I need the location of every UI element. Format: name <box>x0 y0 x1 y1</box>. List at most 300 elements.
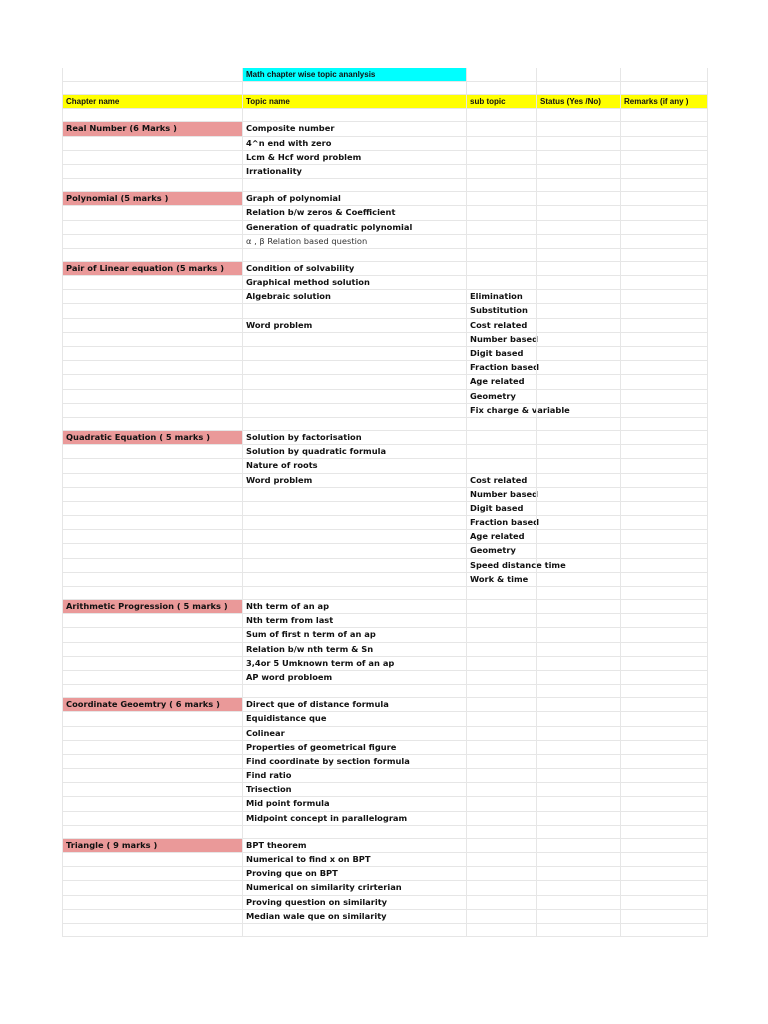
topic-name[interactable] <box>242 488 466 501</box>
cell[interactable] <box>62 488 242 501</box>
topic-name[interactable]: Find coordinate by section formula <box>242 755 466 768</box>
cell[interactable] <box>466 826 536 838</box>
cell[interactable] <box>620 685 708 697</box>
status-cell[interactable] <box>536 474 620 487</box>
cell[interactable] <box>62 165 242 178</box>
cell[interactable] <box>242 179 466 191</box>
cell[interactable] <box>62 657 242 670</box>
cell[interactable] <box>620 418 708 430</box>
topic-name[interactable] <box>242 530 466 543</box>
cell[interactable] <box>62 276 242 289</box>
cell[interactable] <box>62 867 242 880</box>
sub-topic[interactable] <box>466 643 536 656</box>
sub-topic[interactable] <box>466 262 536 275</box>
topic-name[interactable]: Direct que of distance formula <box>242 698 466 711</box>
remarks-cell[interactable] <box>620 474 708 487</box>
status-cell[interactable] <box>536 347 620 360</box>
sub-topic[interactable]: Cost related <box>466 319 536 332</box>
status-cell[interactable] <box>536 614 620 627</box>
sub-topic[interactable] <box>466 431 536 444</box>
topic-name[interactable] <box>242 502 466 515</box>
sub-topic[interactable] <box>466 671 536 684</box>
cell[interactable] <box>62 333 242 346</box>
cell[interactable] <box>620 249 708 261</box>
cell[interactable] <box>620 179 708 191</box>
sub-topic[interactable]: Number based <box>466 333 536 346</box>
cell[interactable] <box>62 235 242 248</box>
status-cell[interactable] <box>536 333 620 346</box>
cell[interactable] <box>466 249 536 261</box>
status-cell[interactable] <box>536 797 620 810</box>
chapter-name[interactable]: Real Number (6 Marks ) <box>62 122 242 135</box>
remarks-cell[interactable] <box>620 319 708 332</box>
sub-topic[interactable] <box>466 276 536 289</box>
topic-name[interactable]: Nth term from last <box>242 614 466 627</box>
sub-topic[interactable]: Fix charge & variable <box>466 404 536 417</box>
cell[interactable] <box>62 769 242 782</box>
remarks-cell[interactable] <box>620 544 708 557</box>
status-cell[interactable] <box>536 235 620 248</box>
cell[interactable] <box>620 109 708 121</box>
sub-topic[interactable] <box>466 600 536 613</box>
status-cell[interactable] <box>536 853 620 866</box>
sub-topic[interactable] <box>466 122 536 135</box>
cell[interactable] <box>242 249 466 261</box>
topic-name[interactable]: Proving que on BPT <box>242 867 466 880</box>
cell[interactable] <box>62 628 242 641</box>
topic-name[interactable]: Numerical on similarity crirterian <box>242 881 466 894</box>
topic-name[interactable]: Word problem <box>242 319 466 332</box>
topic-name[interactable]: Median wale que on similarity <box>242 910 466 923</box>
topic-name[interactable]: Nature of roots <box>242 459 466 472</box>
status-cell[interactable] <box>536 628 620 641</box>
cell[interactable] <box>62 614 242 627</box>
topic-name[interactable]: Numerical to find x on BPT <box>242 853 466 866</box>
remarks-cell[interactable] <box>620 769 708 782</box>
cell[interactable] <box>62 249 242 261</box>
cell[interactable] <box>62 151 242 164</box>
cell[interactable] <box>62 459 242 472</box>
sub-topic[interactable] <box>466 797 536 810</box>
status-cell[interactable] <box>536 431 620 444</box>
topic-name[interactable]: Algebraic solution <box>242 290 466 303</box>
topic-name[interactable]: Graph of polynomial <box>242 192 466 205</box>
sub-topic[interactable] <box>466 783 536 796</box>
remarks-cell[interactable] <box>620 431 708 444</box>
remarks-cell[interactable] <box>620 812 708 825</box>
status-cell[interactable] <box>536 165 620 178</box>
status-cell[interactable] <box>536 262 620 275</box>
cell[interactable] <box>242 587 466 599</box>
sub-topic[interactable] <box>466 896 536 909</box>
topic-name[interactable]: Sum of first n term of an ap <box>242 628 466 641</box>
sub-topic[interactable] <box>466 614 536 627</box>
cell[interactable] <box>536 109 620 121</box>
topic-name[interactable]: Nth term of an ap <box>242 600 466 613</box>
topic-name[interactable] <box>242 333 466 346</box>
remarks-cell[interactable] <box>620 122 708 135</box>
topic-name[interactable]: 3,4or 5 Umknown term of an ap <box>242 657 466 670</box>
sub-topic[interactable] <box>466 812 536 825</box>
sub-topic[interactable] <box>466 165 536 178</box>
cell[interactable] <box>62 390 242 403</box>
status-cell[interactable] <box>536 290 620 303</box>
topic-name[interactable]: Irrationality <box>242 165 466 178</box>
remarks-cell[interactable] <box>620 516 708 529</box>
cell[interactable] <box>62 544 242 557</box>
sub-topic[interactable]: Substitution <box>466 304 536 317</box>
topic-name[interactable]: Proving question on similarity <box>242 896 466 909</box>
status-cell[interactable] <box>536 276 620 289</box>
chapter-name[interactable]: Triangle ( 9 marks ) <box>62 839 242 852</box>
topic-name[interactable] <box>242 544 466 557</box>
cell[interactable] <box>466 179 536 191</box>
remarks-cell[interactable] <box>620 839 708 852</box>
sub-topic[interactable]: Geometry <box>466 544 536 557</box>
cell[interactable] <box>62 516 242 529</box>
chapter-name[interactable]: Coordinate Geoemtry ( 6 marks ) <box>62 698 242 711</box>
status-cell[interactable] <box>536 910 620 923</box>
sub-topic[interactable] <box>466 137 536 150</box>
status-cell[interactable] <box>536 304 620 317</box>
status-cell[interactable] <box>536 712 620 725</box>
status-cell[interactable] <box>536 151 620 164</box>
cell[interactable] <box>620 68 708 81</box>
sub-topic[interactable] <box>466 853 536 866</box>
sub-topic[interactable] <box>466 727 536 740</box>
cell[interactable] <box>62 741 242 754</box>
cell[interactable] <box>62 109 242 121</box>
remarks-cell[interactable] <box>620 628 708 641</box>
chapter-name[interactable]: Quadratic Equation ( 5 marks ) <box>62 431 242 444</box>
chapter-name[interactable]: Pair of Linear equation (5 marks ) <box>62 262 242 275</box>
cell[interactable] <box>62 797 242 810</box>
cell[interactable] <box>536 82 620 94</box>
cell[interactable] <box>466 418 536 430</box>
remarks-cell[interactable] <box>620 755 708 768</box>
sub-topic[interactable]: Age related <box>466 530 536 543</box>
sub-topic[interactable]: Cost related <box>466 474 536 487</box>
sub-topic[interactable] <box>466 657 536 670</box>
topic-name[interactable]: Composite number <box>242 122 466 135</box>
remarks-cell[interactable] <box>620 347 708 360</box>
remarks-cell[interactable] <box>620 712 708 725</box>
status-cell[interactable] <box>536 488 620 501</box>
remarks-cell[interactable] <box>620 502 708 515</box>
status-cell[interactable] <box>536 459 620 472</box>
status-cell[interactable] <box>536 643 620 656</box>
sub-topic[interactable] <box>466 445 536 458</box>
cell[interactable] <box>536 587 620 599</box>
status-cell[interactable] <box>536 404 620 417</box>
header-chapter-name[interactable]: Chapter name <box>62 95 242 108</box>
sub-topic[interactable]: Digit based <box>466 502 536 515</box>
topic-name[interactable]: Colinear <box>242 727 466 740</box>
remarks-cell[interactable] <box>620 896 708 909</box>
status-cell[interactable] <box>536 390 620 403</box>
status-cell[interactable] <box>536 727 620 740</box>
sub-topic[interactable] <box>466 698 536 711</box>
sub-topic[interactable] <box>466 206 536 219</box>
status-cell[interactable] <box>536 698 620 711</box>
status-cell[interactable] <box>536 221 620 234</box>
cell[interactable] <box>536 249 620 261</box>
cell[interactable] <box>466 587 536 599</box>
remarks-cell[interactable] <box>620 853 708 866</box>
header-status[interactable]: Status (Yes /No) <box>536 95 620 108</box>
status-cell[interactable] <box>536 559 620 572</box>
cell[interactable] <box>62 812 242 825</box>
cell[interactable] <box>62 671 242 684</box>
remarks-cell[interactable] <box>620 910 708 923</box>
remarks-cell[interactable] <box>620 137 708 150</box>
remarks-cell[interactable] <box>620 375 708 388</box>
header-remarks[interactable]: Remarks (if any ) <box>620 95 708 108</box>
topic-name[interactable]: Condition of solvability <box>242 262 466 275</box>
sub-topic[interactable] <box>466 712 536 725</box>
status-cell[interactable] <box>536 530 620 543</box>
cell[interactable] <box>62 137 242 150</box>
status-cell[interactable] <box>536 319 620 332</box>
cell[interactable] <box>242 82 466 94</box>
remarks-cell[interactable] <box>620 165 708 178</box>
topic-name[interactable]: Trisection <box>242 783 466 796</box>
remarks-cell[interactable] <box>620 727 708 740</box>
status-cell[interactable] <box>536 783 620 796</box>
status-cell[interactable] <box>536 867 620 880</box>
cell[interactable] <box>62 727 242 740</box>
remarks-cell[interactable] <box>620 459 708 472</box>
remarks-cell[interactable] <box>620 573 708 586</box>
remarks-cell[interactable] <box>620 390 708 403</box>
remarks-cell[interactable] <box>620 206 708 219</box>
topic-name[interactable] <box>242 390 466 403</box>
sub-topic[interactable]: Elimination <box>466 290 536 303</box>
cell[interactable] <box>620 587 708 599</box>
remarks-cell[interactable] <box>620 404 708 417</box>
status-cell[interactable] <box>536 741 620 754</box>
topic-name[interactable]: α , β Relation based question <box>242 235 466 248</box>
sub-topic[interactable] <box>466 755 536 768</box>
remarks-cell[interactable] <box>620 192 708 205</box>
status-cell[interactable] <box>536 516 620 529</box>
cell[interactable] <box>62 712 242 725</box>
sub-topic[interactable]: Geometry <box>466 390 536 403</box>
cell[interactable] <box>62 82 242 94</box>
sub-topic[interactable] <box>466 221 536 234</box>
cell[interactable] <box>62 375 242 388</box>
remarks-cell[interactable] <box>620 235 708 248</box>
cell[interactable] <box>62 474 242 487</box>
status-cell[interactable] <box>536 755 620 768</box>
cell[interactable] <box>62 304 242 317</box>
cell[interactable] <box>62 910 242 923</box>
cell[interactable] <box>62 587 242 599</box>
cell[interactable] <box>536 68 620 81</box>
cell[interactable] <box>62 826 242 838</box>
topic-name[interactable] <box>242 347 466 360</box>
remarks-cell[interactable] <box>620 783 708 796</box>
cell[interactable] <box>466 68 536 81</box>
topic-name[interactable]: Lcm & Hcf word problem <box>242 151 466 164</box>
cell[interactable] <box>62 573 242 586</box>
status-cell[interactable] <box>536 375 620 388</box>
topic-name[interactable] <box>242 573 466 586</box>
chapter-name[interactable]: Polynomial (5 marks ) <box>62 192 242 205</box>
status-cell[interactable] <box>536 671 620 684</box>
topic-name[interactable]: Generation of quadratic polynomial <box>242 221 466 234</box>
sub-topic[interactable]: Digit based <box>466 347 536 360</box>
remarks-cell[interactable] <box>620 530 708 543</box>
remarks-cell[interactable] <box>620 290 708 303</box>
status-cell[interactable] <box>536 769 620 782</box>
status-cell[interactable] <box>536 573 620 586</box>
remarks-cell[interactable] <box>620 151 708 164</box>
cell[interactable] <box>536 924 620 936</box>
remarks-cell[interactable] <box>620 304 708 317</box>
topic-name[interactable]: Word problem <box>242 474 466 487</box>
remarks-cell[interactable] <box>620 221 708 234</box>
cell[interactable] <box>620 826 708 838</box>
topic-name[interactable]: Relation b/w zeros & Coefficient <box>242 206 466 219</box>
sub-topic[interactable]: Work & time <box>466 573 536 586</box>
remarks-cell[interactable] <box>620 698 708 711</box>
remarks-cell[interactable] <box>620 657 708 670</box>
topic-name[interactable]: Solution by factorisation <box>242 431 466 444</box>
cell[interactable] <box>466 82 536 94</box>
status-cell[interactable] <box>536 600 620 613</box>
topic-name[interactable]: BPT theorem <box>242 839 466 852</box>
remarks-cell[interactable] <box>620 797 708 810</box>
remarks-cell[interactable] <box>620 867 708 880</box>
cell[interactable] <box>466 685 536 697</box>
topic-name[interactable] <box>242 559 466 572</box>
cell[interactable] <box>62 290 242 303</box>
cell[interactable] <box>62 685 242 697</box>
cell[interactable] <box>62 530 242 543</box>
cell[interactable] <box>242 924 466 936</box>
remarks-cell[interactable] <box>620 741 708 754</box>
status-cell[interactable] <box>536 839 620 852</box>
status-cell[interactable] <box>536 812 620 825</box>
remarks-cell[interactable] <box>620 881 708 894</box>
status-cell[interactable] <box>536 361 620 374</box>
cell[interactable] <box>62 783 242 796</box>
sub-topic[interactable] <box>466 151 536 164</box>
sub-topic[interactable] <box>466 741 536 754</box>
status-cell[interactable] <box>536 896 620 909</box>
topic-name[interactable] <box>242 516 466 529</box>
sub-topic[interactable]: Age related <box>466 375 536 388</box>
remarks-cell[interactable] <box>620 559 708 572</box>
remarks-cell[interactable] <box>620 262 708 275</box>
topic-name[interactable] <box>242 375 466 388</box>
topic-name[interactable] <box>242 404 466 417</box>
cell[interactable] <box>536 685 620 697</box>
cell[interactable] <box>62 559 242 572</box>
cell[interactable] <box>62 361 242 374</box>
cell[interactable] <box>62 179 242 191</box>
sub-topic[interactable] <box>466 769 536 782</box>
sub-topic[interactable] <box>466 459 536 472</box>
cell[interactable] <box>62 68 242 81</box>
sub-topic[interactable] <box>466 839 536 852</box>
cell[interactable] <box>242 109 466 121</box>
topic-name[interactable]: Graphical method solution <box>242 276 466 289</box>
cell[interactable] <box>62 643 242 656</box>
cell[interactable] <box>62 924 242 936</box>
sheet-title[interactable]: Math chapter wise topic ananlysis <box>242 68 466 81</box>
cell[interactable] <box>62 347 242 360</box>
sub-topic[interactable] <box>466 881 536 894</box>
cell[interactable] <box>62 755 242 768</box>
cell[interactable] <box>242 685 466 697</box>
status-cell[interactable] <box>536 502 620 515</box>
cell[interactable] <box>62 445 242 458</box>
topic-name[interactable]: 4^n end with zero <box>242 137 466 150</box>
sub-topic[interactable] <box>466 192 536 205</box>
chapter-name[interactable]: Arithmetic Progression ( 5 marks ) <box>62 600 242 613</box>
header-sub-topic[interactable]: sub topic <box>466 95 536 108</box>
cell[interactable] <box>620 82 708 94</box>
status-cell[interactable] <box>536 137 620 150</box>
status-cell[interactable] <box>536 122 620 135</box>
topic-name[interactable]: Relation b/w nth term & Sn <box>242 643 466 656</box>
cell[interactable] <box>536 179 620 191</box>
cell[interactable] <box>62 881 242 894</box>
remarks-cell[interactable] <box>620 361 708 374</box>
sub-topic[interactable] <box>466 235 536 248</box>
topic-name[interactable]: AP word probloem <box>242 671 466 684</box>
cell[interactable] <box>620 924 708 936</box>
status-cell[interactable] <box>536 657 620 670</box>
remarks-cell[interactable] <box>620 276 708 289</box>
topic-name[interactable] <box>242 361 466 374</box>
sub-topic[interactable]: Fraction based <box>466 516 536 529</box>
status-cell[interactable] <box>536 445 620 458</box>
sub-topic[interactable]: Number based <box>466 488 536 501</box>
sub-topic[interactable] <box>466 910 536 923</box>
topic-name[interactable]: Equidistance que <box>242 712 466 725</box>
cell[interactable] <box>62 404 242 417</box>
remarks-cell[interactable] <box>620 445 708 458</box>
remarks-cell[interactable] <box>620 333 708 346</box>
topic-name[interactable]: Mid point formula <box>242 797 466 810</box>
status-cell[interactable] <box>536 544 620 557</box>
cell[interactable] <box>242 826 466 838</box>
cell[interactable] <box>62 418 242 430</box>
cell[interactable] <box>62 319 242 332</box>
remarks-cell[interactable] <box>620 643 708 656</box>
topic-name[interactable]: Find ratio <box>242 769 466 782</box>
topic-name[interactable]: Properties of geometrical figure <box>242 741 466 754</box>
status-cell[interactable] <box>536 881 620 894</box>
sub-topic[interactable]: Speed distance time <box>466 559 536 572</box>
cell[interactable] <box>62 206 242 219</box>
status-cell[interactable] <box>536 192 620 205</box>
remarks-cell[interactable] <box>620 488 708 501</box>
cell[interactable] <box>62 221 242 234</box>
header-topic-name[interactable]: Topic name <box>242 95 466 108</box>
sub-topic[interactable]: Fraction based <box>466 361 536 374</box>
cell[interactable] <box>536 418 620 430</box>
sub-topic[interactable] <box>466 628 536 641</box>
cell[interactable] <box>62 502 242 515</box>
remarks-cell[interactable] <box>620 614 708 627</box>
cell[interactable] <box>536 826 620 838</box>
cell[interactable] <box>242 418 466 430</box>
cell[interactable] <box>466 109 536 121</box>
